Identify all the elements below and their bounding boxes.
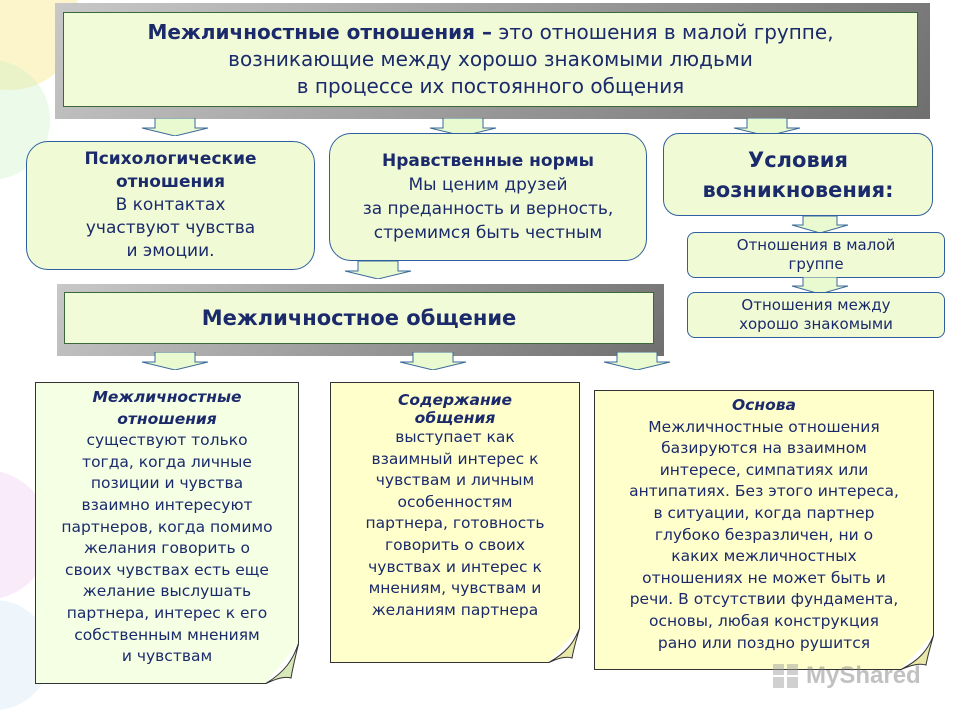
arrow-conditions-1 bbox=[790, 216, 850, 233]
note-left-line: партнеров, когда помимо bbox=[61, 517, 273, 536]
moral-line-2: за преданность и верность, bbox=[362, 199, 614, 219]
moral-line-1: Мы ценим друзей bbox=[408, 175, 568, 195]
note-middle-line: особенностям bbox=[397, 492, 513, 511]
communication-title: Межличностное общение bbox=[201, 306, 517, 330]
note-right-line: в ситуации, когда партнер bbox=[653, 503, 875, 522]
note-left-line: позиции и чувства bbox=[90, 474, 244, 493]
arrow-comm-1 bbox=[140, 352, 210, 370]
arrow-comm-3 bbox=[602, 352, 672, 370]
note-left-line: существуют только bbox=[86, 431, 248, 450]
condition-1-line-1: Отношения в малой bbox=[736, 236, 896, 254]
note-right-line: основы, любая конструкция bbox=[649, 611, 879, 630]
note-communication-content bbox=[330, 382, 580, 663]
condition-item-small-group bbox=[687, 232, 945, 278]
page-curl-icon bbox=[548, 627, 580, 663]
condition-item-acquaintances bbox=[687, 292, 945, 338]
note-middle-line: желаниям партнера bbox=[371, 600, 539, 619]
moral-title: Нравственные нормы bbox=[381, 151, 595, 171]
note-left-line: тогда, когда личные bbox=[82, 452, 252, 471]
moral-line-3: стремимся быть честным bbox=[373, 223, 603, 243]
note-left-line: взаимно интересуют bbox=[81, 495, 253, 514]
arrow-down-1 bbox=[140, 118, 210, 136]
note-middle-line: выступает как bbox=[395, 428, 515, 446]
note-right-line: базируются на взаимном bbox=[661, 439, 867, 458]
note-middle-line: чувствах и интерес к bbox=[368, 557, 542, 576]
definition-term: Межличностные отношения – bbox=[147, 20, 492, 44]
note-middle-line: чувствам и личным bbox=[375, 471, 535, 490]
note-right-line: рано или поздно рушится bbox=[657, 633, 871, 652]
conditions-title-1: Условия bbox=[748, 147, 848, 172]
definition-box bbox=[55, 3, 930, 119]
note-right-line: речи. В отсутствии фундамента, bbox=[629, 590, 899, 609]
note-left-title-2: отношения bbox=[117, 409, 217, 428]
psychological-relations-box bbox=[26, 141, 315, 270]
note-right-line: каких межличностных bbox=[671, 547, 857, 566]
definition-line-1-rest: это отношения в малой группе, bbox=[491, 20, 834, 44]
watermark-logo-icon bbox=[772, 663, 800, 689]
note-interpersonal-relations bbox=[35, 382, 299, 684]
note-left-line: желания говорить о bbox=[83, 539, 251, 558]
note-right-title: Основа bbox=[732, 396, 796, 414]
moral-norms-box bbox=[329, 133, 647, 261]
arrow-moral-down bbox=[343, 261, 413, 279]
note-foundation bbox=[594, 390, 934, 670]
arrow-comm-2 bbox=[398, 352, 468, 370]
conditions-title-2: возникновения: bbox=[702, 177, 894, 202]
note-right-line: интересе, симпатиях или bbox=[659, 460, 869, 479]
condition-1-line-2: группе bbox=[788, 255, 844, 273]
psych-line-1: В контактах bbox=[115, 195, 226, 215]
communication-box bbox=[57, 284, 664, 356]
note-middle-title-2: общения bbox=[414, 409, 496, 427]
definition-line-3: в процессе их постоянного общения bbox=[296, 74, 685, 98]
watermark-text: MyShared bbox=[806, 662, 921, 689]
page-curl-icon bbox=[265, 642, 299, 684]
note-left-line: партнера, интерес к его bbox=[66, 603, 268, 622]
conditions-box bbox=[663, 133, 933, 216]
note-left-title-1: Межличностные bbox=[92, 388, 242, 406]
definition-line-1 bbox=[147, 19, 833, 46]
psych-title-1: Психологические bbox=[84, 149, 257, 169]
note-right-line: отношениях не может быть и bbox=[642, 568, 886, 587]
definition-line-2: возникающие между хорошо знакомыми людьми bbox=[228, 47, 753, 71]
psych-line-2: участвуют чувства bbox=[85, 218, 256, 238]
note-right-line: глубоко безразличен, ни о bbox=[654, 525, 874, 544]
watermark bbox=[772, 662, 932, 690]
note-left-line: желание выслушать bbox=[82, 582, 252, 601]
note-middle-line: говорить о своих bbox=[384, 535, 526, 554]
note-right-line: Межличностные отношения bbox=[648, 417, 880, 436]
psych-line-3: и эмоции. bbox=[126, 241, 215, 261]
psych-title-2: отношения bbox=[115, 172, 226, 192]
note-left-line: и чувствам bbox=[121, 647, 213, 666]
note-left-line: собственным мнениям bbox=[74, 625, 260, 644]
note-left-line: своих чувствах есть еще bbox=[65, 560, 269, 579]
note-middle-title-1: Содержание bbox=[397, 391, 513, 409]
note-middle-line: партнера, готовность bbox=[365, 514, 545, 533]
note-middle-line: мнениям, чувствам и bbox=[368, 579, 542, 598]
condition-2-line-2: хорошо знакомыми bbox=[739, 315, 893, 333]
condition-2-line-1: Отношения между bbox=[741, 296, 891, 314]
note-middle-line: взаимный интерес к bbox=[371, 449, 539, 468]
note-right-line: антипатиях. Без этого интереса, bbox=[629, 482, 899, 501]
